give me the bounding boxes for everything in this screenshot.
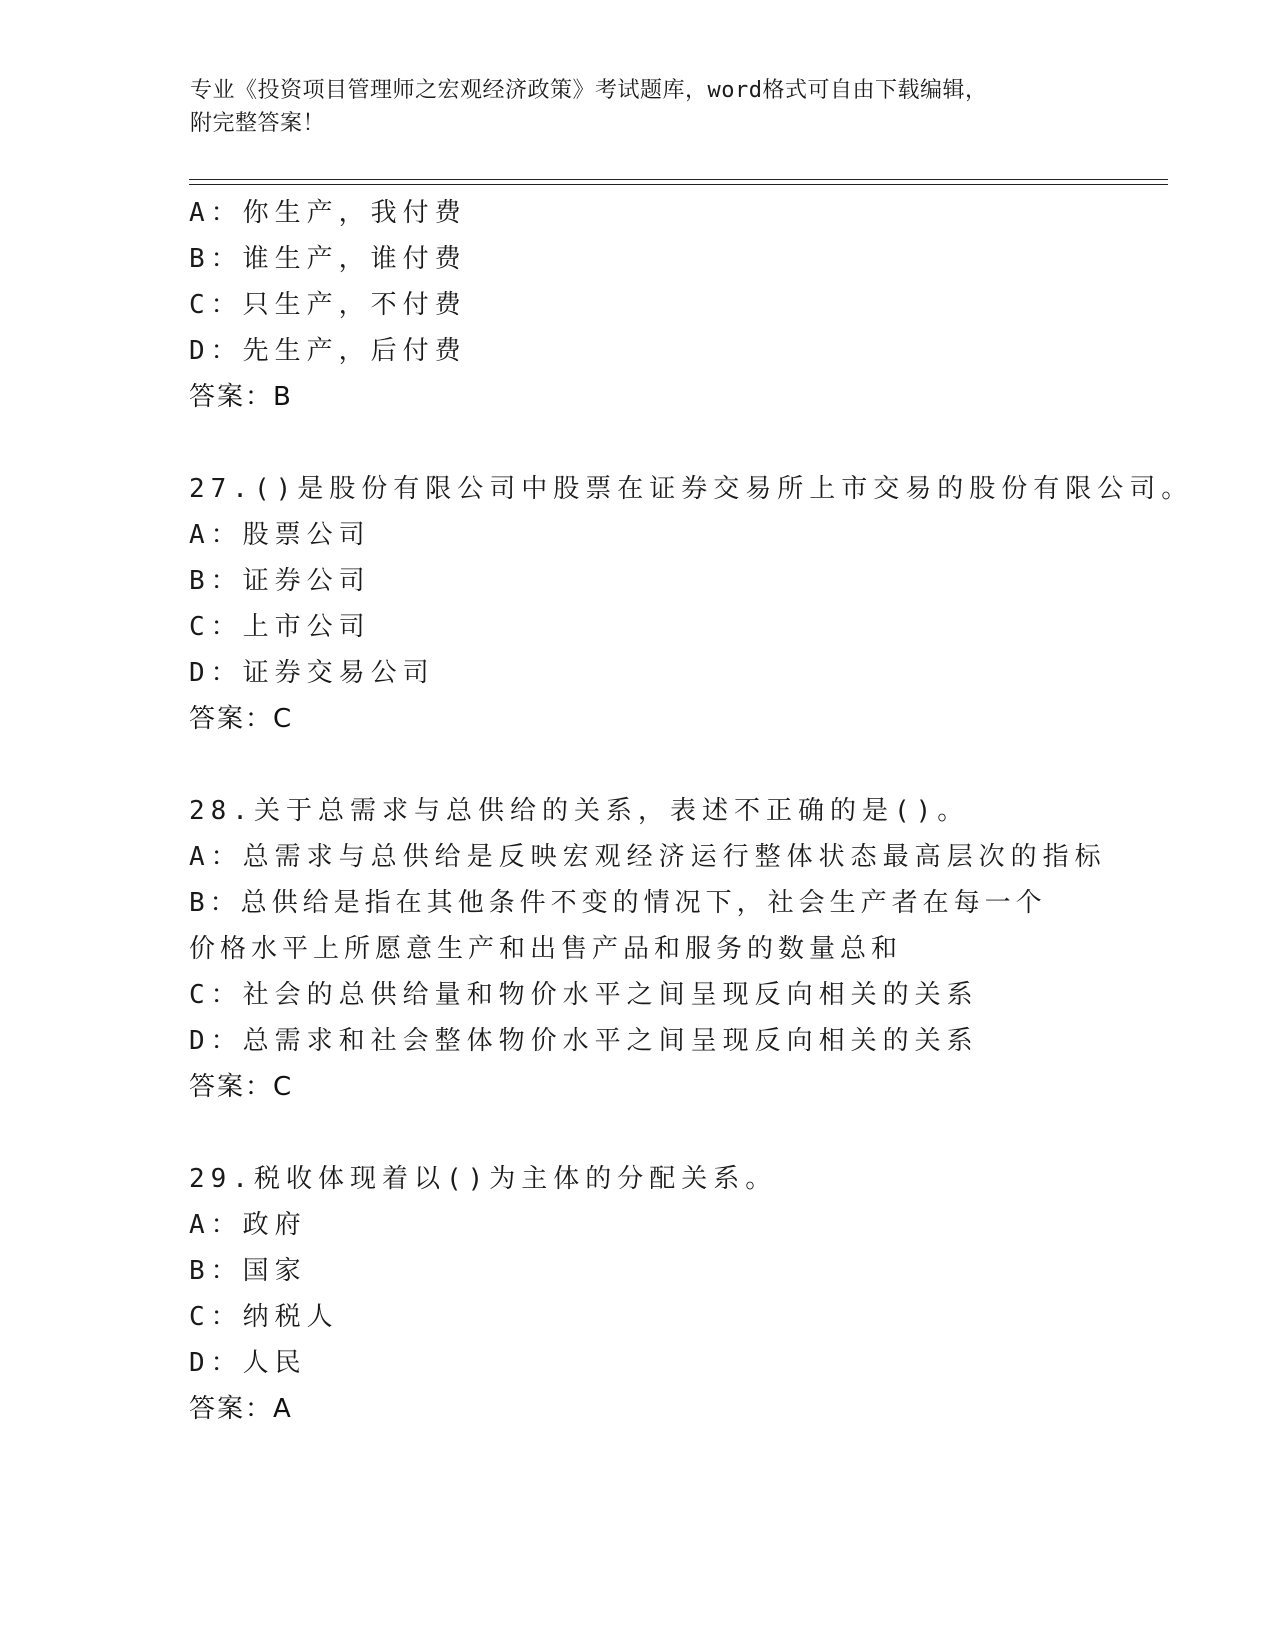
spacer [189,742,1149,788]
option-d: D：先生产，后付费 [189,336,467,366]
header-divider-top [189,179,1168,180]
option-b: B：证券公司 [189,566,371,596]
question-stem: 27.()是股份有限公司中股票在证券交易所上市交易的股份有限公司。 [189,474,1194,504]
option-b: B：总供给是指在其他条件不变的情况下，社会生产者在每一个价格水平上所愿意生产和出售产品和服务的数量总和 [189,888,1047,964]
option-d: D：证券交易公司 [189,658,435,688]
option-d: D：人民 [189,1348,307,1378]
question-stem: 29.税收体现着以()为主体的分配关系。 [189,1164,778,1194]
option-c: C：社会的总供给量和物价水平之间呈现反向相关的关系 [189,980,979,1010]
option-c: C：上市公司 [189,612,371,642]
option-d: D：总需求和社会整体物价水平之间呈现反向相关的关系 [189,1026,979,1056]
option-b: B：国家 [189,1256,307,1286]
option-a: A：政府 [189,1210,307,1240]
spacer [189,1110,1149,1156]
header-line-2: 附完整答案！ [190,111,326,136]
option-a: A：总需求与总供给是反映宏观经济运行整体状态最高层次的指标 [189,842,1107,872]
option-a: A：股票公司 [189,520,371,550]
answer-line: 答案：B [189,382,293,412]
answer-line: 答案：C [189,1072,294,1102]
question-list [189,190,1194,1432]
question-27 [189,466,1194,742]
answer-line: 答案：C [189,704,294,734]
option-c: C：只生产，不付费 [189,290,467,320]
answer-line: 答案：A [189,1394,293,1424]
question-26 [189,190,1149,420]
header-line-1: 专业《投资项目管理师之宏观经济政策》考试题库，word格式可自由下载编辑， [190,78,988,103]
question-29 [189,1156,1149,1432]
spacer [189,420,1149,466]
option-c: C：纳税人 [189,1302,339,1332]
option-a: A：你生产，我付费 [189,198,467,228]
question-28 [189,788,1149,1110]
header-divider-bottom [189,184,1168,185]
option-b: B：谁生产，谁付费 [189,244,467,274]
document-header [190,74,1090,140]
question-stem: 28.关于总需求与总供给的关系，表述不正确的是()。 [189,796,970,826]
